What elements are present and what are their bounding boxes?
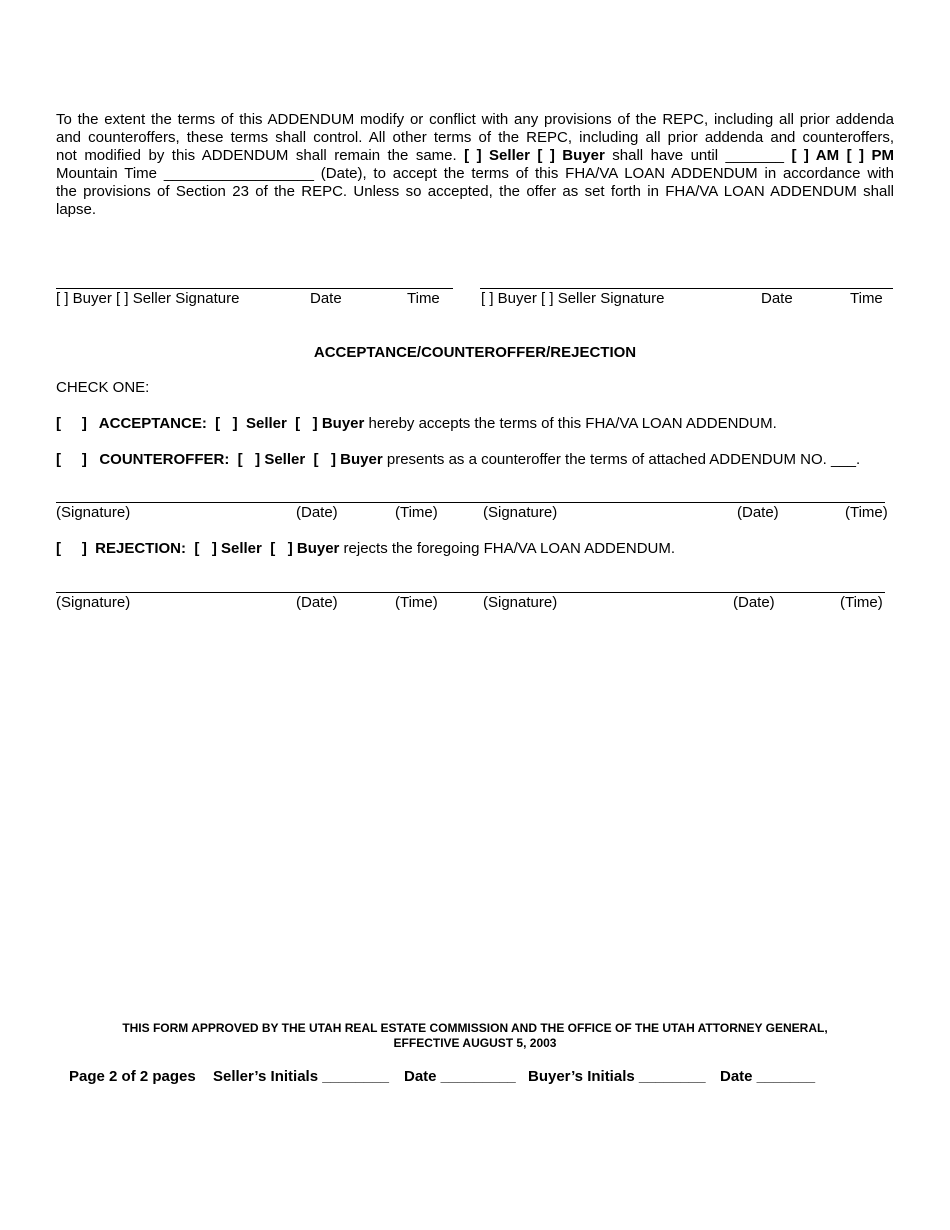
time-label: (Time) — [840, 594, 883, 611]
left-signature-label: [ ] Buyer [ ] Seller Signature — [56, 290, 240, 307]
section-title: ACCEPTANCE/COUNTEROFFER/REJECTION — [313, 344, 637, 361]
right-signature-label: [ ] Buyer [ ] Seller Signature — [481, 290, 665, 307]
signature-line[interactable] — [56, 288, 453, 289]
signature-line[interactable] — [56, 502, 885, 503]
seller-date-field[interactable]: Date _________ — [404, 1068, 516, 1085]
right-date-label: Date — [761, 290, 793, 307]
signature-label: (Signature) — [56, 504, 131, 521]
paragraph-line: Mountain Time __________________ (Date), to accept the terms of this FHA/VA LOAN ADDENDUM in accordance with — [56, 165, 894, 182]
signature-label: (Signature) — [56, 594, 131, 611]
counteroffer-row — [56, 451, 860, 468]
approval-notice-line1: THIS FORM APPROVED BY THE UTAH REAL ESTATE COMMISSION AND THE OFFICE OF THE UTAH ATTORNEY GENERAL, — [122, 1021, 828, 1035]
date-label: (Date) — [737, 504, 779, 521]
counteroffer-checkboxes[interactable]: [ ] COUNTEROFFER: [ ] Seller [ ] Buyer — [56, 451, 383, 468]
paragraph-line — [56, 147, 894, 165]
signature-label: (Signature) — [483, 504, 558, 521]
acceptance-checkboxes[interactable]: [ ] ACCEPTANCE: [ ] Seller [ ] Buyer — [56, 415, 365, 432]
buyer-date-field[interactable]: Date _______ — [720, 1068, 816, 1085]
time-label: (Time) — [395, 594, 438, 611]
left-date-label: Date — [310, 290, 342, 307]
am-pm-checkboxes[interactable]: [ ] AM [ ] PM — [791, 147, 895, 164]
left-time-label: Time — [407, 290, 440, 307]
rejection-row — [56, 540, 675, 557]
signature-label: (Signature) — [483, 594, 558, 611]
date-label: (Date) — [296, 504, 338, 521]
approval-notice-line2: EFFECTIVE AUGUST 5, 2003 — [393, 1036, 557, 1050]
acceptance-text: hereby accepts the terms of this FHA/VA LOAN ADDENDUM. — [364, 415, 777, 432]
check-one-label: CHECK ONE: — [56, 379, 150, 396]
seller-buyer-checkboxes[interactable]: [ ] Seller [ ] Buyer — [464, 147, 605, 164]
paragraph-line: the provisions of Section 23 of the REPC. Unless so accepted, the offer as set forth in FHA/VA LOAN ADDENDUM shall — [56, 183, 894, 200]
time-label: (Time) — [395, 504, 438, 521]
date-label: (Date) — [733, 594, 775, 611]
time-label: (Time) — [845, 504, 888, 521]
signature-line[interactable] — [480, 288, 893, 289]
buyer-initials-field[interactable]: Buyer’s Initials ________ — [528, 1068, 706, 1085]
counteroffer-text: presents as a counteroffer the terms of attached ADDENDUM NO. ___. — [382, 451, 861, 468]
paragraph-line: To the extent the terms of this ADDENDUM modify or conflict with any provisions of the REPC, including all prior addenda — [56, 111, 894, 128]
paragraph-line: lapse. — [56, 201, 97, 218]
date-label: (Date) — [296, 594, 338, 611]
paragraph-text: not modified by this ADDENDUM shall remain the same. — [56, 147, 457, 164]
rejection-checkboxes[interactable]: [ ] REJECTION: [ ] Seller [ ] Buyer — [56, 540, 340, 557]
page-number: Page 2 of 2 pages — [69, 1068, 196, 1085]
right-time-label: Time — [850, 290, 883, 307]
acceptance-row — [56, 415, 777, 432]
deadline-text: shall have until _______ — [612, 147, 784, 164]
seller-initials-field[interactable]: Seller’s Initials ________ — [213, 1068, 389, 1085]
rejection-text: rejects the foregoing FHA/VA LOAN ADDENDUM. — [339, 540, 676, 557]
terms-paragraph — [56, 111, 894, 219]
paragraph-line: and counteroffers, these terms shall control. All other terms of the REPC, including all prior addenda and counteroffers, — [56, 129, 894, 146]
signature-line[interactable] — [56, 592, 885, 593]
